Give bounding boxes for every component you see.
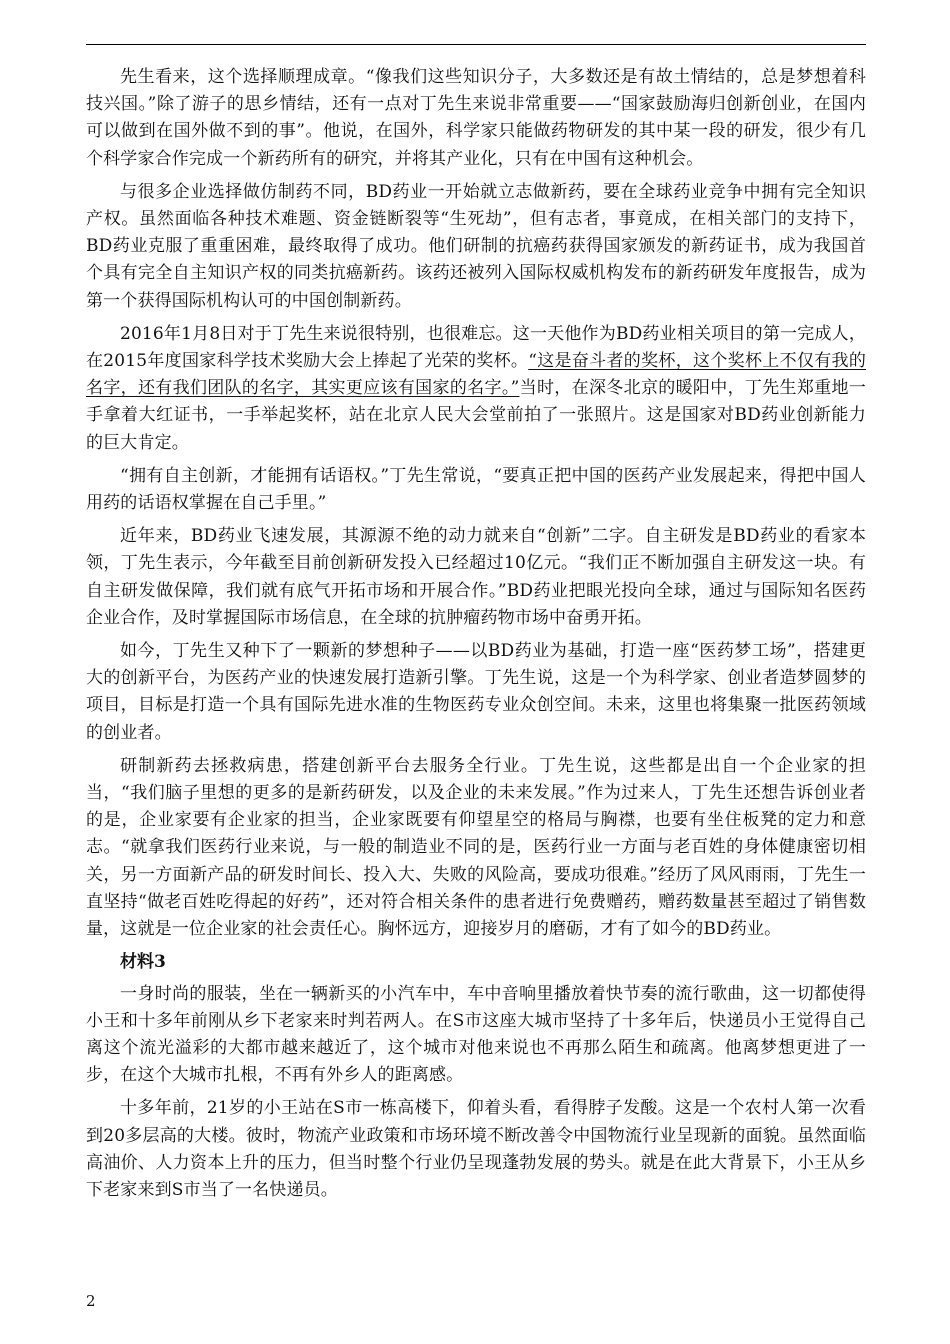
paragraph-3 [86, 321, 866, 457]
paragraph-2: 与很多企业选择做仿制药不同，BD药业一开始就立志做新药，要在全球药业竞争中拥有完全知识产权。虽然面临各种技术难题、资金链断裂等“生死劫”，但有志者，事竟成，在相关部门的支持下，BD药业克服了重重困难，最终取得了成功。他们研制的抗癌药获得国家颁发的新药证书，成为我国首个具有完全自主知识产权的同类抗癌新药。该药还被列入国际权威机构发布的新药研发年度报告，成为第一个获得国际机构认可的中国创制新药。 [86, 181, 866, 311]
paragraph-1: 先生看来，这个选择顺理成章。“像我们这些知识分子，大多数还是有故土情结的，总是梦想着科技兴国。”除了游子的思乡情结，还有一点对丁先生来说非常重要——“国家鼓励海归创新创业，在国内可以做到在国外做不到的事”。他说，在国外，科学家只能做药物研发的其中某一段的研发，很少有几个科学家合作完成一个新药所有的研究，并将其产业化，只有在中国有这种机会。 [86, 67, 866, 169]
paragraph-9: 十多年前，21岁的小王站在S市一栋高楼下，仰着头看，看得脖子发酸。这是一个农村人第一次看到20多层高的大楼。彼时，物流产业政策和市场环境不断改善令中国物流行业呈现新的面貌。虽然面临高油价、人力资本上升的压力，但当时整个行业仍呈现蓬勃发展的势头。就是在此大背景下，小王从乡下老家来到S市当了一名快递员。 [86, 1098, 866, 1200]
page-number: 2 [86, 1292, 96, 1310]
underlined-quote: “这是奋斗者的奖杯，这个奖杯上不仅有我的名字，还有我们团队的名字，其实更应该有国家的名字。” [86, 351, 866, 399]
paragraph-4: “拥有自主创新，才能拥有话语权。”丁先生常说，“要真正把中国的医药产业发展起来，得把中国人用药的话语权掌握在自己手里。” [86, 465, 866, 514]
paragraph-3-tail: 当时，在深冬北京的暖阳中，丁先生郑重地一手拿着大红证书，一手举起奖杯，站在北京人民大会堂前拍了一张照片。这是国家对BD药业创新能力的巨大肯定。 [86, 378, 866, 453]
paragraph-7: 研制新药去拯救病患，搭建创新平台去服务全行业。丁先生说，这些都是出自一个企业家的担当，“我们脑子里想的更多的是新药研发，以及企业的未来发展。”作为过来人，丁先生还想告诉创业者的是，企业家要有企业家的担当，企业家既要有仰望星空的格局与胸襟，也要有坐住板凳的定力和意志。“就拿我们医药行业来说，与一般的制造业不同的是，医药行业一方面与老百姓的身体健康密切相关，另一方面新产品的研发时间长、投入大、失败的风险高，要成功很难。”经历了风风雨雨，丁先生一直坚持“做老百姓吃得起的好药”，还对符合相关条件的患者进行免费赠药，赠药数量甚至超过了销售数量，这就是一位企业家的社会责任心。胸怀远方，迎接岁月的磨砺，才有了如今的BD药业。 [86, 755, 866, 940]
header-rule [86, 44, 866, 45]
paragraph-6: 如今，丁先生又种下了一颗新的梦想种子——以BD药业为基础，打造一座“医药梦工场”，搭建更大的创新平台，为医药产业的快速发展打造新引擎。丁先生说，这是一个为科学家、创业者造梦圆梦的项目，目标是打造一个具有国际先进水准的生物医药专业众创空间。未来，这里也将集聚一批医药领域的创业者。 [86, 641, 866, 743]
document-body [86, 64, 866, 1210]
paragraph-5: 近年来，BD药业飞速发展，其源源不绝的动力就来自“创新”二字。自主研发是BD药业的看家本领，丁先生表示，今年截至目前创新研发投入已经超过10亿元。“我们正不断加强自主研发这一块。有自主研发做保障，我们就有底气开拓市场和开展合作。”BD药业把眼光投向全球，通过与国际知名医药企业合作，及时掌握国际市场信息，在全球的抗肿瘤药物市场中奋勇开拓。 [86, 526, 866, 628]
paragraph-8: 一身时尚的服装，坐在一辆新买的小汽车中，车中音响里播放着快节奏的流行歌曲，这一切都使得小王和十多年前刚从乡下老家来时判若两人。在S市这座大城市坚持了十多年后，快递员小王觉得自己离这个流光溢彩的大都市越来越近了，这个城市对他来说也不再那么陌生和疏离。他离梦想更进了一步，在这个大城市扎根，不再有外乡人的距离感。 [86, 983, 866, 1086]
paragraph-3-lead: 2016年1月8日对于丁先生来说很特别，也很难忘。这一天他作为BD药业相关项目的第一完成人，在2015年度国家科学技术奖励大会上捧起了光荣的奖杯。 [86, 323, 866, 372]
section-heading-material-3: 材料3 [120, 952, 166, 973]
